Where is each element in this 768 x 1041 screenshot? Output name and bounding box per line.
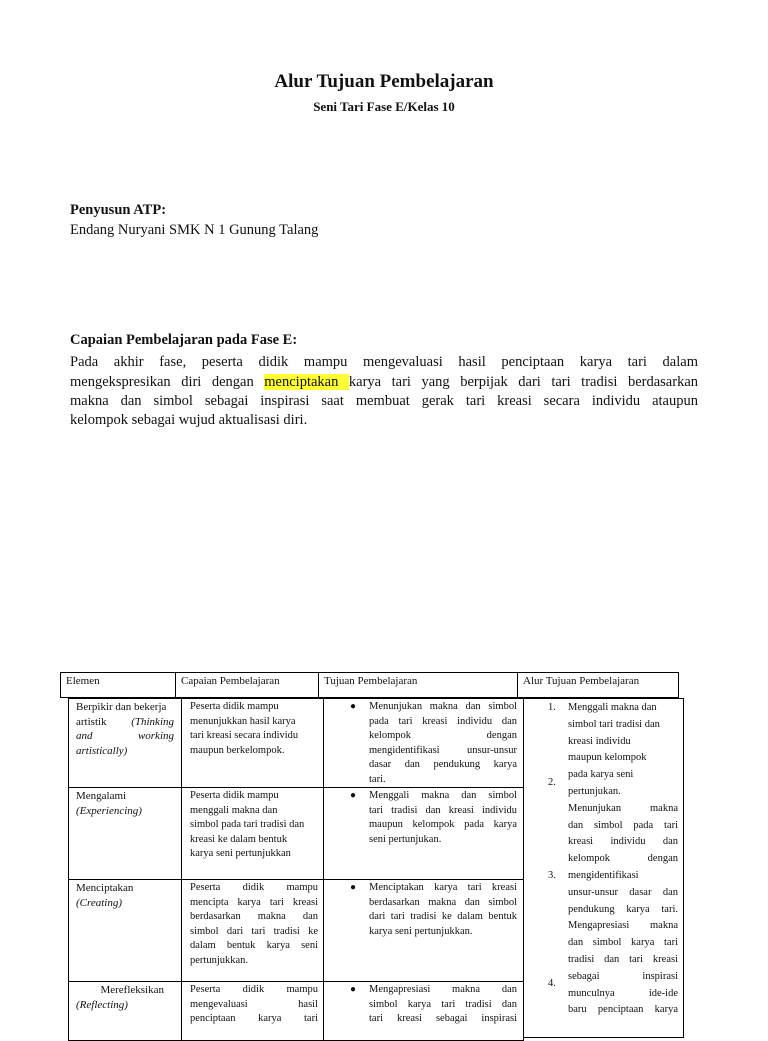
capaian-line-2: mengekspresikan diri dengan menciptakan karya tari yang berpijak dari tari tradisi berdasarkan: [70, 374, 699, 390]
bullet-icon: ●: [350, 882, 357, 893]
page-subtitle: Seni Tari Fase E/Kelas 10: [313, 99, 455, 114]
atp-number: 3.: [548, 870, 556, 881]
author-text: Endang Nuryani SMK N 1 Gunung Talang: [70, 222, 319, 238]
tujuan-cell: Menunjukan makna dan simbol pada tari kreasi individu dan kelompok dengan mengidentifikasi unsur-unsur dasar dan pendukung karya tari.: [369, 701, 517, 785]
capaian-cell: Peserta didik mampu menunjukkan hasil karya tari kreasi secara individu maupun berkelompok.: [190, 701, 299, 756]
capaian-line-4: kelompok sebagai wujud aktualisasi diri.: [70, 412, 308, 428]
bullet-icon: ●: [350, 984, 357, 995]
elemen-merefleksikan: Merefleksikan (Reflecting): [76, 984, 164, 1011]
page-title: Alur Tujuan Pembelajaran: [274, 71, 494, 92]
capaian-cell: Peserta didik mampu menggali makna dan simbol pada tari tradisi dan kreasi ke dalam bentuk karya seni pertunjukkan: [190, 790, 305, 859]
header-capaian: Capaian Pembelajaran: [175, 672, 319, 698]
capaian-line-1: Pada akhir fase, peserta didik mampu mengevaluasi hasil penciptaan karya tari dalam: [70, 354, 698, 370]
capaian-heading: Capaian Pembelajaran pada Fase E:: [70, 332, 298, 348]
atp-number: 4.: [548, 978, 556, 989]
author-heading: Penyusun ATP:: [70, 202, 167, 218]
atp-number: 2.: [548, 777, 556, 788]
elemen-mengalami: Mengalami (Experiencing): [76, 790, 142, 817]
bullet-icon: ●: [350, 701, 357, 712]
tujuan-cell: Mengapresiasi makna dan simbol karya tari tradisi dan tari kreasi sebagai inspirasi: [369, 984, 517, 1024]
capaian-cell: Peserta didik mampu mengevaluasi hasil penciptaan karya tari: [190, 984, 318, 1024]
tujuan-cell: Menggali makna dan simbol tari tradisi dan kreasi individu maupun kelompok pada karya seni pertunjukan.: [369, 790, 517, 845]
atp-number: 1.: [548, 702, 556, 713]
elemen-menciptakan: Menciptakan (Creating): [76, 882, 134, 909]
header-alur: Alur Tujuan Pembelajaran: [517, 672, 679, 698]
header-elemen: Elemen: [60, 672, 176, 698]
capaian-cell: Peserta didik mampu mencipta karya tari kreasi berdasarkan makna dan simbol dari tari tradisi ke dalam bentuk karya seni pertunjukkan.: [190, 882, 318, 966]
bullet-icon: ●: [350, 790, 357, 801]
header-tujuan: Tujuan Pembelajaran: [318, 672, 518, 698]
elemen-berpikir: Berpikir dan bekerja artistik (Thinking and working artistically): [76, 701, 174, 757]
tujuan-cell: Menciptakan karya tari kreasi berdasarkan makna dan simbol dari tari tradisi ke dalam bentuk karya seni pertunjukkan.: [369, 882, 517, 937]
highlighted-word: menciptakan: [264, 374, 349, 390]
capaian-line-3: makna dan simbol sebagai inspirasi saat membuat gerak tari kreasi secara individu ataupun: [70, 393, 698, 409]
alur-list: Menggali makna dan simbol tari tradisi dan kreasi individu maupun kelompok pada karya seni pertunjukan. Menunjukan makna dan simbol pada tari kreasi individu dan kelompok dengan mengidentifikasi unsur-unsur dasar dan pendukung karya tari. Mengapresiasi makna dan simbol karya tari tradisi dan tari kreasi sebagai inspirasi munculnya ide-ide baru penciptaan karya: [568, 702, 678, 1016]
